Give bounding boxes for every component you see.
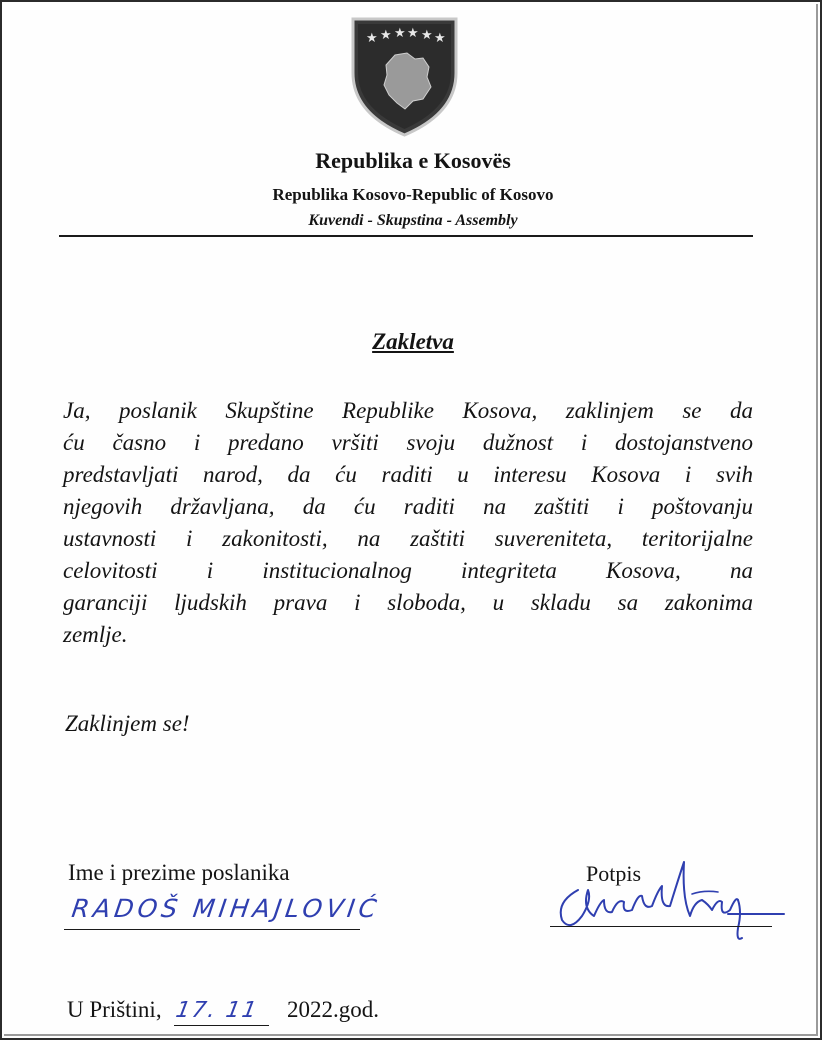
header-assembly: Kuvendi - Skupstina - Assembly bbox=[308, 212, 518, 229]
year-label: 2022.god. bbox=[287, 997, 379, 1022]
svg-text:★: ★ bbox=[407, 26, 419, 41]
handwritten-signature bbox=[542, 850, 792, 950]
document-title: Zakletva bbox=[372, 329, 454, 354]
header-republic-serbian-english: Republika Kosovo-Republic of Kosovo bbox=[272, 185, 554, 204]
oath-line: garanciji ljudskih prava i sloboda, u skladu sa zakonima bbox=[63, 590, 753, 615]
place-label: U Prištini, bbox=[67, 997, 162, 1022]
handwritten-name: RADOŠ MIHAJLOVIĆ bbox=[69, 894, 383, 923]
oath-line: zemlje. bbox=[63, 622, 128, 647]
oath-line: Ja, poslanik Skupštine Republike Kosova, zaklinjem se da bbox=[63, 398, 753, 423]
svg-text:★: ★ bbox=[380, 28, 392, 43]
oath-line: njegovih državljana, da ću raditi na zaštiti i poštovanju bbox=[63, 494, 753, 519]
svg-text:★: ★ bbox=[421, 28, 433, 43]
header-republic-albanian: Republika e Kosovës bbox=[315, 148, 511, 173]
kosovo-coat-of-arms-icon bbox=[351, 15, 458, 138]
oath-line: ću časno i predano vršiti svoju dužnost i dostojanstveno bbox=[63, 430, 753, 455]
oath-line: predstavljati narod, da ću raditi u interesu Kosova i svih bbox=[63, 462, 753, 487]
signature-label: Potpis bbox=[586, 861, 642, 886]
oath-text bbox=[63, 395, 753, 651]
name-label: Ime i prezime poslanika bbox=[68, 860, 290, 885]
name-underline bbox=[64, 929, 360, 930]
oath-line: ustavnosti i zakonitosti, na zaštiti suvereniteta, teritorijalne bbox=[63, 526, 753, 551]
svg-text:★: ★ bbox=[366, 31, 378, 46]
header-divider bbox=[59, 235, 753, 237]
handwritten-date: 17. 11 bbox=[173, 998, 261, 1023]
svg-text:★: ★ bbox=[434, 31, 446, 46]
closing-phrase: Zaklinjem se! bbox=[65, 711, 190, 736]
date-underline bbox=[174, 1025, 269, 1026]
oath-line: celovitosti i institucionalnog integriteta Kosova, na bbox=[63, 558, 753, 583]
svg-text:★: ★ bbox=[394, 26, 406, 41]
signature-underline bbox=[550, 926, 772, 927]
